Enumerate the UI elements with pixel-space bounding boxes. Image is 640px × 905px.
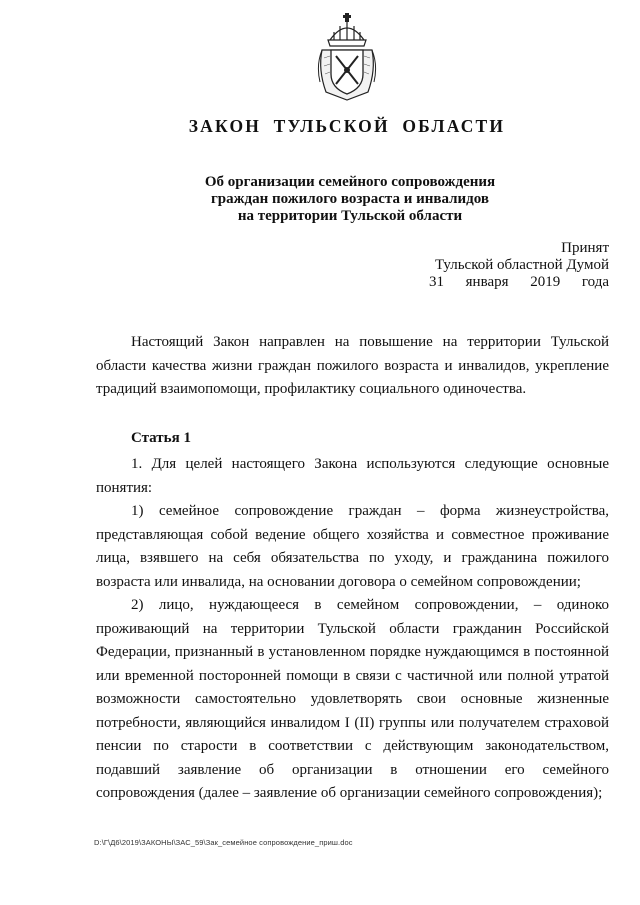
adoption-block	[429, 240, 609, 291]
law-title: ЗАКОН ТУЛЬСКОЙ ОБЛАСТИ	[188, 116, 506, 136]
article-paragraph: 1) семейное сопровождение граждан – форма жизнеустройства, представляющая собой ведение общего хозяйства и совместное проживание лица, взявшего на себя обязательства по уходу, и гражданина пожилого возраста или инвалида, на основании договора о семейном сопровождении;	[96, 503, 609, 590]
article-paragraph: 2) лицо, нуждающееся в семейном сопровождении, – одиноко проживающий на территории Тульской области гражданин Российской Федерации, признанный в установленном порядке нуждающимся в постоянной или временной посторонней помощи в связи с частичной или полной утратой возможности самостоятельно удовлетворять свои основные жизненные потребности, являющийся инвалидом I (II) группы или получателем страховой пенсии по старости в соответствии с действующим законодательством, подавший заявление об организации в отношении его семейного сопровождения (далее – заявление об организации семейного сопровождения);	[96, 597, 609, 801]
tula-coat-of-arms-icon	[316, 10, 378, 102]
adoption-month: января	[465, 274, 509, 290]
adopted-label: Принят	[561, 240, 609, 256]
subtitle-line: Об организации семейного сопровождения	[204, 174, 496, 190]
law-subtitle	[0, 174, 640, 225]
footer-file-path: D:\Г\Д6\2019\ЗАКОНЫ\ЗАС_59\Зак_семейное сопровождение_приш.doc	[94, 838, 353, 847]
adoption-date	[429, 274, 609, 291]
adoption-year: 2019	[530, 274, 561, 290]
preamble	[96, 331, 609, 402]
article-body	[96, 453, 609, 806]
subtitle-line: граждан пожилого возраста и инвалидов	[210, 191, 489, 207]
adopted-body: Тульской областной Думой	[434, 257, 609, 273]
adoption-year-word: года	[581, 274, 609, 290]
article-paragraph: 1. Для целей настоящего Закона используются следующие основные понятия:	[96, 456, 609, 496]
adoption-day: 31	[429, 274, 444, 290]
subtitle-line: на территории Тульской области	[237, 208, 463, 224]
preamble-paragraph: Настоящий Закон направлен на повышение на территории Тульской области качества жизни граждан пожилого возраста и инвалидов, укрепление традиций взаимопомощи, профилактику социального одиночества.	[96, 334, 609, 397]
article-heading: Статья 1	[131, 430, 191, 446]
